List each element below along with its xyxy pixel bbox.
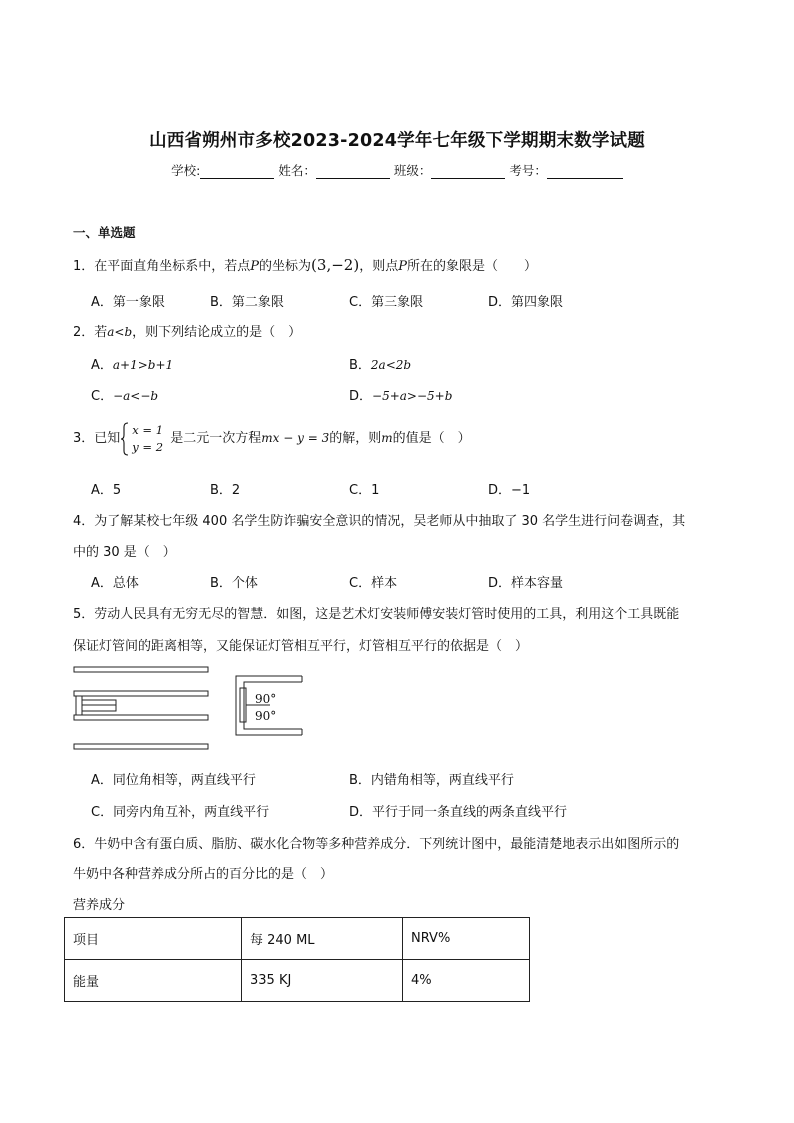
section-heading: 一、单选题 — [73, 225, 136, 240]
school-label: 学校: — [171, 163, 201, 178]
q4-option-a: A．总体 — [91, 576, 139, 591]
equation-2: y = 2 — [132, 439, 164, 454]
table-cell: 每 240 ML — [242, 918, 403, 960]
student-info-line — [0, 161, 794, 179]
q3-equation: mx − y = 3 — [261, 431, 330, 445]
q3-option-c: C．1 — [349, 483, 380, 498]
table-caption: 营养成分 — [73, 898, 126, 913]
angle-label-2: 90° — [255, 709, 277, 723]
name-label: 姓名： — [278, 163, 316, 178]
q1-text: ，则点 — [359, 259, 399, 274]
equation-system — [120, 422, 170, 456]
angle-label-1: 90° — [255, 692, 277, 706]
table-cell: 项目 — [65, 918, 242, 960]
q4-option-b: B．个体 — [210, 576, 258, 591]
q1-option-b: B．第二象限 — [210, 295, 284, 310]
q3-text: 的值是（ ） — [392, 431, 471, 446]
q1-option-a: A．第一象限 — [91, 295, 165, 310]
class-blank — [431, 164, 505, 179]
question-6-line-2: 牛奶中各种营养成分所占的百分比的是（ ） — [73, 867, 334, 882]
q1-option-c: C．第三象限 — [349, 295, 424, 310]
q2-condition: a<b — [107, 325, 133, 339]
table-cell: 能量 — [65, 960, 242, 1002]
table-cell: 4% — [403, 960, 530, 1002]
school-blank — [200, 164, 274, 179]
q4-option-c: C．样本 — [349, 576, 398, 591]
question-3 — [73, 420, 471, 456]
q2-option-a: A．a+1>b+1 — [91, 358, 174, 373]
q1-text: 1．在平面直角坐标系中，若点 — [73, 259, 251, 274]
equation-1: x = 1 — [132, 422, 164, 437]
lamp-tube — [74, 691, 208, 696]
q2-option-b: B．2a<2b — [349, 358, 412, 373]
q3-option-b: B．2 — [210, 483, 241, 498]
table-cell: 335 KJ — [242, 960, 403, 1002]
q3-text: 是二元一次方程 — [170, 431, 262, 446]
question-2 — [73, 321, 301, 340]
question-6-line-1: 6．牛奶中含有蛋白质、脂肪、碳水化合物等多种营养成分．下列统计图中，最能清楚地表示出如图所示的 — [73, 837, 680, 852]
q5-option-c: C．同旁内角互补，两直线平行 — [91, 805, 270, 820]
q1-point: P — [398, 259, 407, 274]
q5-option-d: D．平行于同一条直线的两条直线平行 — [349, 805, 568, 820]
page-title: 山西省朔州市多校2023-2024学年七年级下学期期末数学试题 — [149, 131, 645, 151]
q5-option-a: A．同位角相等，两直线平行 — [91, 773, 256, 788]
q3-variable: m — [381, 431, 393, 445]
question-4-line-1: 4．为了解某校七年级 400 名学生防诈骗安全意识的情况，吴老师从中抽取了 30 名学生进行问卷调查，其 — [73, 514, 686, 529]
lamp-tube — [74, 715, 208, 720]
q1-coordinate: (3,−2) — [311, 256, 360, 274]
q2-option-d: D．−5+a>−5+b — [349, 389, 453, 404]
q1-option-d: D．第四象限 — [488, 295, 564, 310]
q3-text: 3．已知 — [73, 431, 121, 446]
q1-text: 所在的象限是（ ） — [406, 259, 537, 274]
lamp-tool-figure — [70, 660, 310, 756]
nutrition-table — [64, 917, 530, 1002]
q1-text: 的坐标为 — [259, 259, 312, 274]
question-4-line-2: 中的 30 是（ ） — [73, 545, 176, 560]
class-label: 班级： — [393, 163, 432, 178]
table-row — [65, 960, 530, 1002]
table-cell: NRV% — [403, 918, 530, 960]
q3-option-d: D．−1 — [488, 483, 531, 498]
lamp-tube — [74, 744, 208, 749]
number-blank — [547, 164, 623, 179]
q5-option-b: B．内错角相等，两直线平行 — [349, 773, 514, 788]
table-row — [65, 918, 530, 960]
brace-icon — [120, 422, 130, 456]
q3-text: 的解，则 — [329, 431, 382, 446]
question-5-line-2: 保证灯管间的距离相等，又能保证灯管相互平行，灯管相互平行的依据是（ ） — [73, 639, 529, 654]
q1-point: P — [250, 259, 260, 274]
lamp-tube — [74, 667, 208, 672]
q2-text: ，则下列结论成立的是（ ） — [132, 325, 302, 340]
q2-text: 2．若 — [73, 325, 108, 340]
q2-option-c: C．−a<−b — [91, 389, 159, 404]
question-1 — [73, 255, 537, 274]
q3-option-a: A．5 — [91, 483, 122, 498]
name-blank — [316, 164, 390, 179]
number-label: 考号： — [509, 163, 547, 178]
q4-option-d: D．样本容量 — [488, 576, 564, 591]
question-5-line-1: 5．劳动人民具有无穷无尽的智慧．如图，这是艺术灯安装师傅安装灯管时使用的工具，利用这个工具既能 — [73, 607, 680, 622]
